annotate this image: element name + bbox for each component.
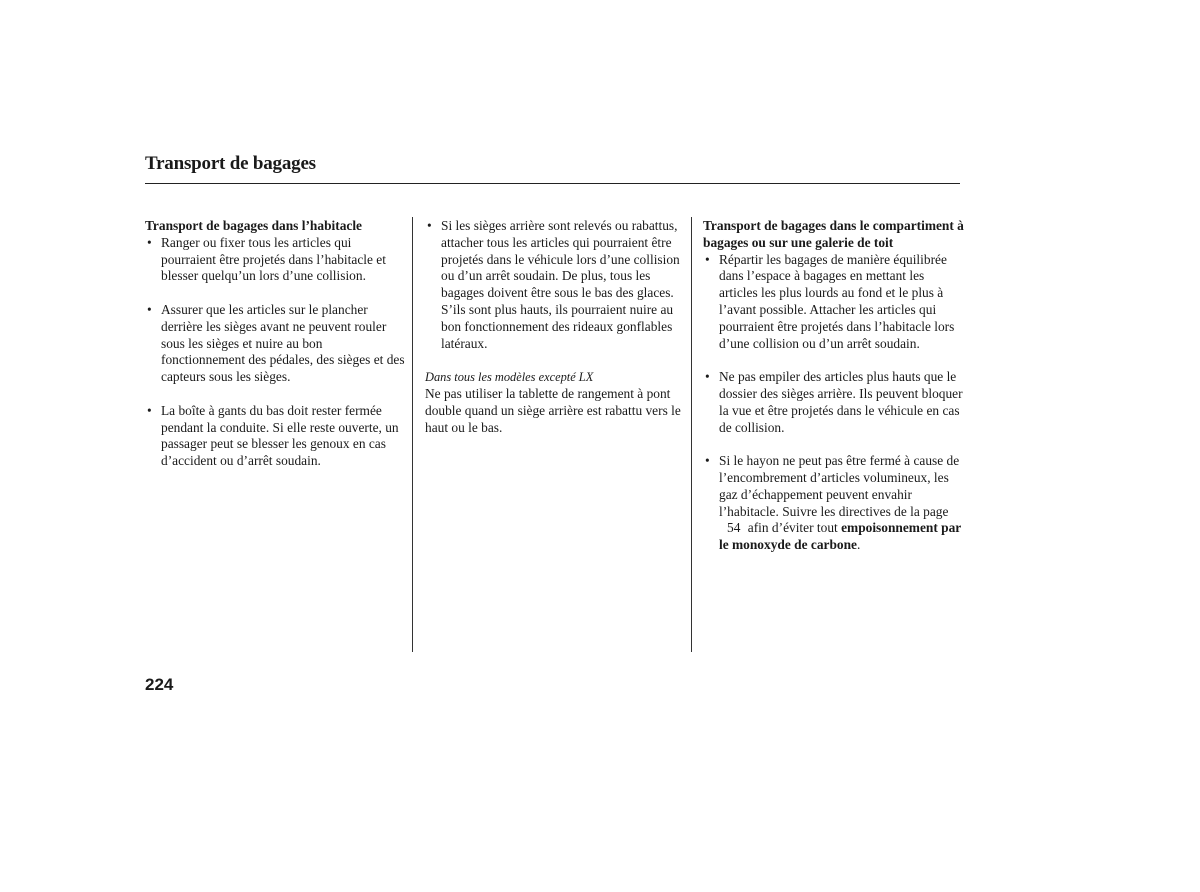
list-item-text: Ne pas empiler des articles plus hauts que le dossier des sièges arrière. Ils peuvent bloquer la vue et être projetés dans le véhicule en cas de collision.	[719, 369, 963, 435]
list-item	[703, 369, 965, 436]
list-item	[425, 218, 687, 352]
bullet-icon: •	[147, 402, 152, 418]
bullet-icon: •	[147, 301, 152, 317]
section-heading-cargo: Transport de bagages dans le compartiment à bagages ou sur une galerie de toit	[703, 218, 964, 250]
column-3	[703, 218, 965, 571]
bullet-icon: •	[147, 234, 152, 250]
list-item-text: afin d’éviter tout	[747, 520, 838, 536]
bullet-icon: •	[427, 218, 432, 233]
column-divider-2	[691, 217, 692, 652]
page-number: 224	[145, 675, 174, 694]
column-divider-1	[412, 217, 413, 652]
title-divider	[145, 183, 960, 184]
list-item-text: Si le hayon ne peut pas être fermé à cause de l’encombrement d’articles volumineux, les gaz d’échappement peuvent envahir l’habitacle. Suivre les directives de la page	[719, 453, 960, 519]
list-item-punctuation: .	[857, 537, 861, 553]
warning-term: empoisonnement par le monoxyde de carbone	[719, 520, 961, 553]
list-item-text: Assurer que les articles sur le plancher derrière les sièges avant ne peuvent rouler sous les sièges et nuire au bon fonctionnement des pédales, des sièges et des capteurs sous les sièges.	[161, 301, 405, 385]
section-heading-cabin: Transport de bagages dans l’habitacle	[145, 218, 362, 233]
list-item-text: Ranger ou fixer tous les articles qui pourraient être projetés dans l’habitacle et blesser quelqu’un lors d’une collision.	[161, 234, 386, 284]
page-title: Transport de bagages	[145, 153, 316, 174]
bullet-icon: •	[705, 369, 710, 385]
list-item	[703, 453, 965, 554]
bullet-icon: •	[705, 251, 710, 267]
model-note-label: Dans tous les modèles excepté LX	[425, 370, 594, 385]
list-item	[145, 403, 407, 470]
model-note-text: Ne pas utiliser la tablette de rangement à pont double quand un siège arrière est rabattu vers le haut ou le bas.	[425, 385, 681, 435]
list-item	[145, 302, 407, 386]
list-item	[145, 235, 407, 285]
page-reference[interactable]: 54	[727, 520, 741, 536]
list-item-text: Répartir les bagages de manière équilibrée dans l’espace à bagages en mettant les articles les plus lourds au fond et le plus à l’avant possible. Attacher les articles qui pourraient être projetés dans l’habitacle lors d’une collision ou d’un arrêt soudain.	[719, 251, 955, 351]
list-item	[703, 252, 965, 353]
column-1	[145, 218, 407, 487]
bullet-icon: •	[705, 453, 710, 469]
list-item-text: La boîte à gants du bas doit rester fermée pendant la conduite. Si elle reste ouverte, un passager peut se blesser les genoux en cas d’accident ou d’arrêt soudain.	[161, 402, 399, 469]
column-2	[425, 218, 687, 436]
list-item-text: Si les sièges arrière sont relevés ou rabattus, attacher tous les articles qui pourraient être projetés dans le véhicule lors d’une collision ou d’un arrêt soudain. De plus, tous les bagages doivent être sous le bas des glaces. S’ils sont plus hauts, ils pourraient nuire au bon fonctionnement des rideaux gonflables latéraux.	[441, 218, 680, 351]
